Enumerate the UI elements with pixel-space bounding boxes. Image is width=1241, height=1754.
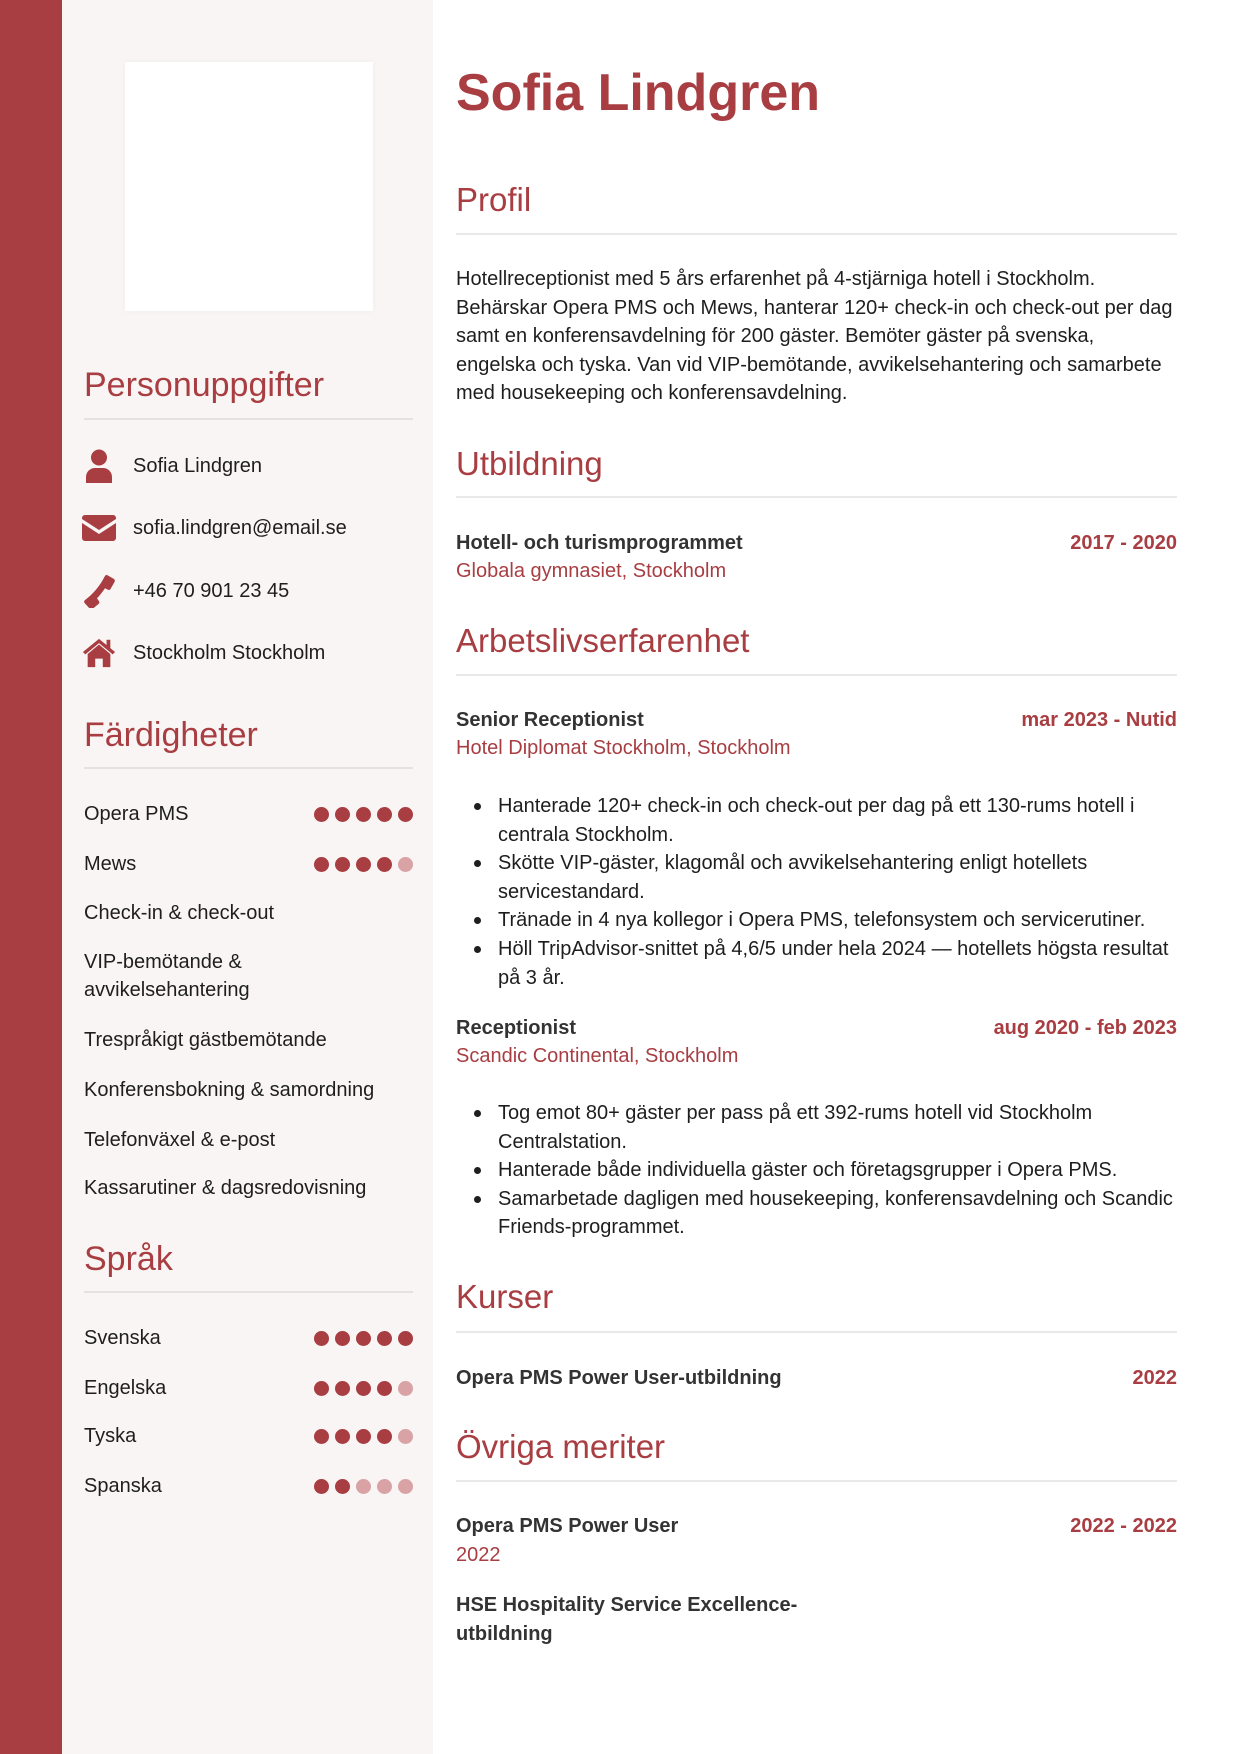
language-item bbox=[84, 1324, 413, 1352]
rating-dot-empty bbox=[398, 1381, 413, 1396]
skill-label: Mews bbox=[84, 853, 137, 875]
job-entry-header bbox=[456, 706, 1177, 735]
rating-dot-filled bbox=[314, 1429, 329, 1444]
merit-title: Opera PMS Power User bbox=[456, 1515, 679, 1537]
divider bbox=[456, 1331, 1177, 1333]
bullet-item: Höll TripAdvisor-snittet på 4,6/5 under hela 2024 — hotellets högsta resultat på 3 år. bbox=[498, 935, 1177, 992]
education-school: Globala gymnasiet, Stockholm bbox=[456, 560, 727, 582]
section-heading-personal: Personuppgifter bbox=[84, 366, 325, 404]
contact-name-text: Sofia Lindgren bbox=[133, 455, 262, 477]
bullet-item: Hanterade 120+ check-in och check-out per dag på ett 130-rums hotell i centrala Stockholm. bbox=[498, 792, 1177, 849]
course-date: 2022 bbox=[1132, 1367, 1177, 1389]
rating-dot-filled bbox=[335, 1429, 350, 1444]
merit-entry-header bbox=[456, 1512, 1177, 1541]
skill-item bbox=[84, 850, 413, 878]
education-entry-header bbox=[456, 529, 1177, 558]
skill-item bbox=[84, 1174, 413, 1202]
skill-item bbox=[84, 800, 413, 828]
rating-dot-filled bbox=[377, 857, 392, 872]
language-rating bbox=[314, 1331, 413, 1346]
language-label: Engelska bbox=[84, 1377, 167, 1399]
bullet-item: Tog emot 80+ gäster per pass på ett 392-rums hotell vid Stockholm Centralstation. bbox=[498, 1099, 1177, 1156]
skill-label: Kassarutiner & dagsredovisning bbox=[84, 1177, 367, 1199]
bullet-item: Samarbetade dagligen med housekeeping, konferensavdelning och Scandic Friends-programmet. bbox=[498, 1185, 1177, 1242]
skill-label: Trespråkigt gästbemötande bbox=[84, 1029, 327, 1051]
rating-dot-empty bbox=[356, 1479, 371, 1494]
rating-dot-filled bbox=[314, 1381, 329, 1396]
language-label: Spanska bbox=[84, 1475, 162, 1497]
section-heading-experience: Arbetslivserfarenhet bbox=[456, 622, 750, 659]
language-label: Tyska bbox=[84, 1425, 137, 1447]
merit-title: HSE Hospitality Service Excellence-utbildning bbox=[456, 1594, 798, 1645]
rating-dot-filled bbox=[398, 1331, 413, 1346]
education-date: 2017 - 2020 bbox=[1070, 532, 1177, 554]
merit-year: 2022 bbox=[456, 1544, 501, 1566]
rating-dot-filled bbox=[335, 1331, 350, 1346]
candidate-name: Sofia Lindgren bbox=[456, 64, 820, 122]
merit-date: 2022 - 2022 bbox=[1070, 1515, 1177, 1537]
envelope-icon bbox=[82, 511, 116, 545]
contact-address-text: Stockholm Stockholm bbox=[133, 642, 326, 664]
rating-dot-filled bbox=[377, 1429, 392, 1444]
job-date: aug 2020 - feb 2023 bbox=[993, 1017, 1177, 1039]
bullet-item: Tränade in 4 nya kollegor i Opera PMS, telefonsystem och servicerutiner. bbox=[498, 906, 1177, 935]
job-bullets bbox=[456, 1099, 1177, 1242]
course-title: Opera PMS Power User-utbildning bbox=[456, 1367, 782, 1389]
skill-label: Konferensbokning & samordning bbox=[84, 1079, 375, 1101]
rating-dot-filled bbox=[314, 1331, 329, 1346]
contact-name bbox=[82, 448, 413, 484]
contact-email[interactable] bbox=[82, 510, 413, 546]
skill-item bbox=[84, 899, 413, 927]
skill-label: Opera PMS bbox=[84, 803, 189, 825]
divider bbox=[456, 233, 1177, 235]
profile-summary: Hotellreceptionist med 5 års erfarenhet på 4-stjärniga hotell i Stockholm. Behärskar Opera PMS och Mews, hanterar 120+ check-in och check-out per dag samt en konferensavdelning för 200 gäster. Bemöter gäster på svenska, engelska och tyska. Van vid VIP-bemötande, avvikelsehantering och samarbete med housekeeping och konferensavdelning. bbox=[456, 268, 1173, 405]
accent-bar bbox=[0, 0, 62, 1754]
language-rating bbox=[314, 1479, 413, 1494]
section-heading-languages: Språk bbox=[84, 1240, 173, 1278]
rating-dot-filled bbox=[356, 1429, 371, 1444]
skill-rating bbox=[314, 857, 413, 872]
contact-email-text[interactable]: sofia.lindgren@email.se bbox=[133, 517, 347, 539]
bullet-item: Hanterade både individuella gäster och företagsgrupper i Opera PMS. bbox=[498, 1156, 1177, 1185]
rating-dot-filled bbox=[356, 1381, 371, 1396]
job-title: Receptionist bbox=[456, 1017, 577, 1039]
rating-dot-filled bbox=[314, 857, 329, 872]
rating-dot-empty bbox=[398, 857, 413, 872]
skill-item bbox=[84, 1076, 413, 1104]
divider bbox=[84, 418, 413, 420]
rating-dot-filled bbox=[356, 857, 371, 872]
skill-item bbox=[84, 1026, 413, 1054]
education-title: Hotell- och turismprogrammet bbox=[456, 532, 743, 554]
section-heading-skills: Färdigheter bbox=[84, 716, 258, 754]
rating-dot-empty bbox=[398, 1429, 413, 1444]
rating-dot-filled bbox=[335, 1479, 350, 1494]
divider bbox=[456, 496, 1177, 498]
contact-address bbox=[82, 635, 413, 671]
rating-dot-filled bbox=[335, 857, 350, 872]
section-heading-education: Utbildning bbox=[456, 445, 603, 482]
skill-label: Telefonväxel & e-post bbox=[84, 1129, 276, 1151]
language-label: Svenska bbox=[84, 1327, 161, 1349]
rating-dot-filled bbox=[377, 1331, 392, 1346]
job-bullets bbox=[456, 792, 1177, 992]
divider bbox=[456, 674, 1177, 676]
rating-dot-empty bbox=[398, 1479, 413, 1494]
language-rating bbox=[314, 1429, 413, 1444]
section-heading-courses: Kurser bbox=[456, 1278, 554, 1315]
divider bbox=[84, 767, 413, 769]
merit-entry-header bbox=[456, 1591, 1177, 1648]
rating-dot-filled bbox=[314, 1479, 329, 1494]
section-heading-other: Övriga meriter bbox=[456, 1428, 666, 1465]
contact-phone[interactable] bbox=[82, 573, 413, 609]
job-date: mar 2023 - Nutid bbox=[1021, 709, 1177, 731]
section-heading-profile: Profil bbox=[456, 181, 532, 218]
language-item bbox=[84, 1374, 413, 1402]
job-employer: Scandic Continental, Stockholm bbox=[456, 1045, 739, 1067]
rating-dot-filled bbox=[356, 807, 371, 822]
rating-dot-filled bbox=[398, 807, 413, 822]
user-icon bbox=[82, 449, 116, 483]
course-entry bbox=[456, 1364, 1177, 1393]
language-item bbox=[84, 1422, 413, 1450]
job-employer: Hotel Diplomat Stockholm, Stockholm bbox=[456, 737, 791, 759]
rating-dot-filled bbox=[335, 807, 350, 822]
job-title: Senior Receptionist bbox=[456, 709, 644, 731]
language-item bbox=[84, 1472, 413, 1500]
profile-photo-placeholder bbox=[125, 62, 373, 311]
rating-dot-empty bbox=[377, 1479, 392, 1494]
rating-dot-filled bbox=[335, 1381, 350, 1396]
rating-dot-filled bbox=[314, 807, 329, 822]
language-rating bbox=[314, 1381, 413, 1396]
rating-dot-filled bbox=[377, 1381, 392, 1396]
skill-label: Check-in & check-out bbox=[84, 902, 275, 924]
phone-icon bbox=[82, 574, 116, 608]
skill-item bbox=[84, 1126, 413, 1154]
skill-label: VIP-bemötande & avvikelsehantering bbox=[84, 951, 250, 1001]
home-icon bbox=[82, 636, 116, 670]
contact-phone-text[interactable]: +46 70 901 23 45 bbox=[133, 580, 290, 602]
rating-dot-filled bbox=[377, 807, 392, 822]
skill-item bbox=[84, 948, 413, 1004]
bullet-item: Skötte VIP-gäster, klagomål och avvikelsehantering enligt hotellets servicestandard. bbox=[498, 849, 1177, 906]
job-entry-header bbox=[456, 1014, 1177, 1043]
divider bbox=[84, 1291, 413, 1293]
skill-rating bbox=[314, 807, 413, 822]
rating-dot-filled bbox=[356, 1331, 371, 1346]
divider bbox=[456, 1480, 1177, 1482]
